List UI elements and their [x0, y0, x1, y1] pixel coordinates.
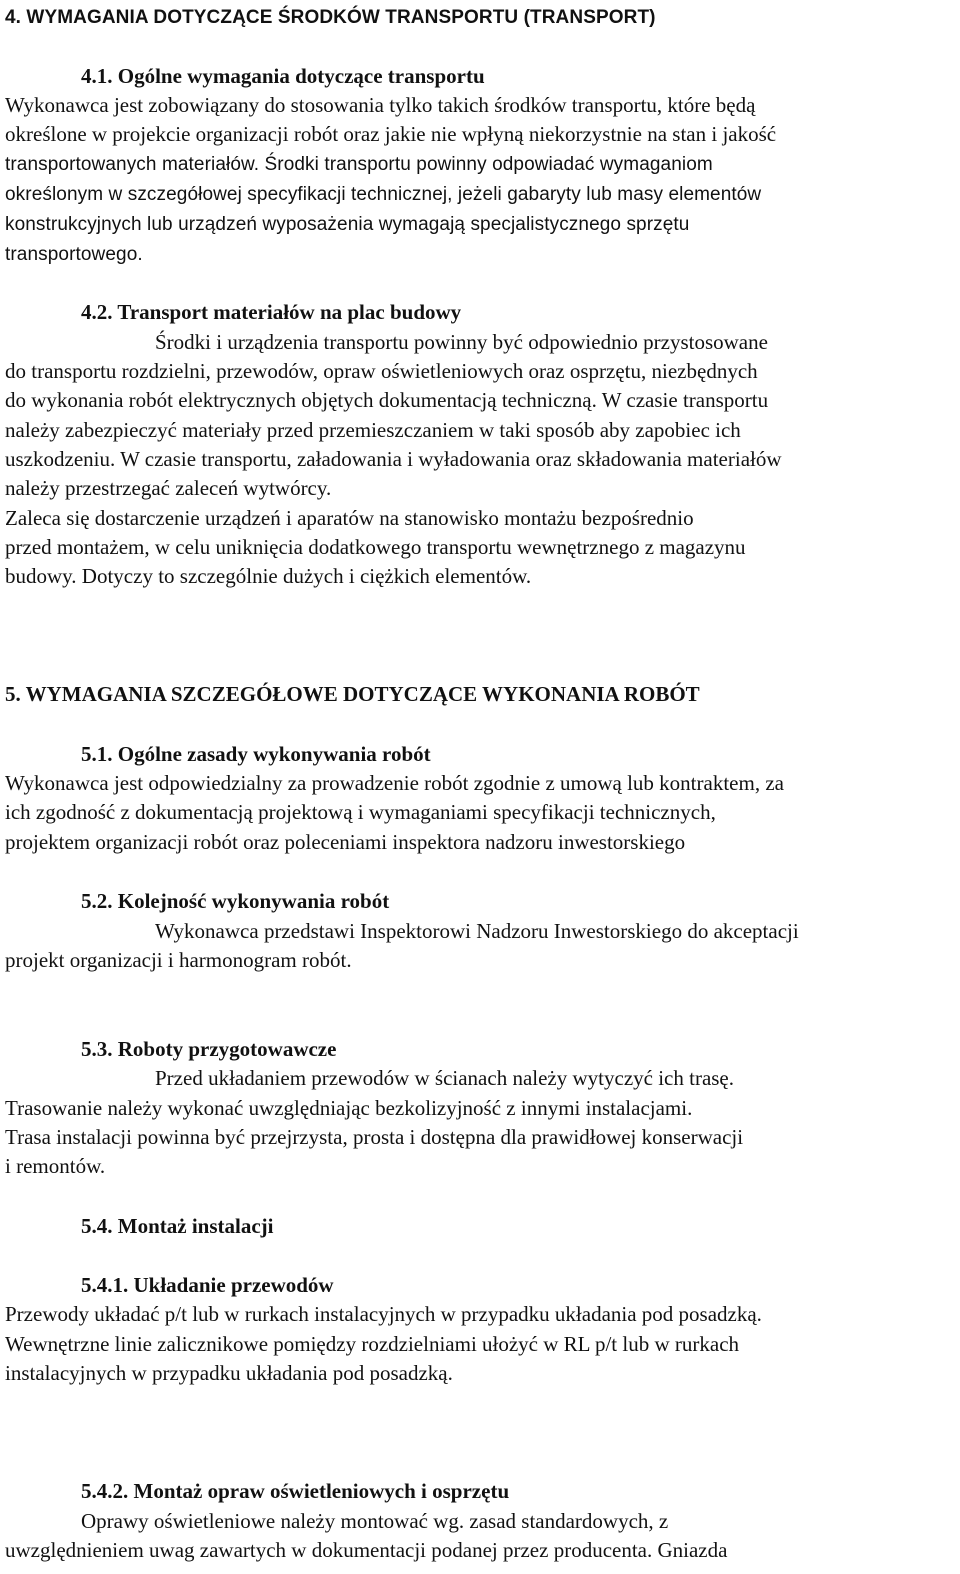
- paragraph-line: określonym w szczegółowej specyfikacji technicznej, jeżeli gabaryty lub masy elementów: [5, 184, 762, 205]
- paragraph-line: instalacyjnych w przypadku układania pod posadzką.: [5, 1361, 453, 1385]
- paragraph-line: uwzględnieniem uwag zawartych w dokumentacji podanej przez producenta. Gniazda: [5, 1538, 728, 1562]
- paragraph-line: Zaleca się dostarczenie urządzeń i aparatów na stanowisko montażu bezpośrednio: [5, 506, 694, 530]
- paragraph-line: budowy. Dotyczy to szczególnie dużych i ciężkich elementów.: [5, 564, 532, 588]
- paragraph-line: określone w projekcie organizacji robót oraz jakie nie wpłyną niekorzystnie na stan i jakość: [5, 122, 777, 146]
- section-5-2-heading: 5.2. Kolejność wykonywania robót: [81, 889, 390, 913]
- section-5-3-heading: 5.3. Roboty przygotowawcze: [81, 1037, 337, 1061]
- paragraph-line: Wewnętrzne linie zalicznikowe pomiędzy rozdzielniami ułożyć w RL p/t lub w rurkach: [5, 1332, 740, 1356]
- paragraph-line: Trasa instalacji powinna być przejrzysta, prosta i dostępna dla prawidłowej konserwacji: [5, 1125, 744, 1149]
- paragraph-line: ich zgodność z dokumentacją projektową i wymaganiami specyfikacji technicznych,: [5, 800, 716, 824]
- section-5-4-1-heading: 5.4.1. Układanie przewodów: [81, 1273, 334, 1297]
- paragraph-line: Wykonawca jest zobowiązany do stosowania tylko takich środków transportu, które będą: [5, 93, 756, 117]
- paragraph-line: Środki i urządzenia transportu powinny być odpowiednio przystosowane: [155, 330, 768, 354]
- paragraph-line: uszkodzeniu. W czasie transportu, załadowania i wyładowania oraz składowania materiałów: [5, 447, 782, 471]
- paragraph-line: do wykonania robót elektrycznych objętych dokumentacją techniczną. W czasie transportu: [5, 388, 769, 412]
- paragraph-line: Przewody układać p/t lub w rurkach instalacyjnych w przypadku układania pod posadzką.: [5, 1302, 762, 1326]
- paragraph-line: do transportu rozdzielni, przewodów, opraw oświetleniowych oraz osprzętu, niezbędnych: [5, 359, 758, 383]
- paragraph-line: Oprawy oświetleniowe należy montować wg. zasad standardowych, z: [81, 1509, 669, 1533]
- section-5-heading: 5. WYMAGANIA SZCZEGÓŁOWE DOTYCZĄCE WYKONANIA ROBÓT: [5, 682, 700, 706]
- section-4-heading: 4. WYMAGANIA DOTYCZĄCE ŚRODKÓW TRANSPORTU (TRANSPORT): [5, 7, 656, 28]
- paragraph-line: projekt organizacji i harmonogram robót.: [5, 948, 352, 972]
- section-5-1-heading: 5.1. Ogólne zasady wykonywania robót: [81, 742, 431, 766]
- paragraph-line: Przed układaniem przewodów w ścianach należy wytyczyć ich trasę.: [155, 1066, 735, 1090]
- paragraph-line: należy zabezpieczyć materiały przed przemieszczaniem w taki sposób aby zapobiec ich: [5, 418, 741, 442]
- paragraph-line: konstrukcyjnych lub urządzeń wyposażenia wymagają specjalistycznego sprzętu: [5, 214, 690, 235]
- paragraph-line: transportowanych materiałów. Środki transportu powinny odpowiadać wymaganiom: [5, 154, 713, 175]
- paragraph-line: i remontów.: [5, 1154, 106, 1178]
- section-4-1-heading: 4.1. Ogólne wymagania dotyczące transportu: [81, 64, 485, 88]
- section-5-4-heading: 5.4. Montaż instalacji: [81, 1214, 274, 1238]
- paragraph-line: należy przestrzegać zaleceń wytwórcy.: [5, 476, 332, 500]
- section-4-2-heading: 4.2. Transport materiałów na plac budowy: [81, 300, 462, 324]
- paragraph-line: przed montażem, w celu uniknięcia dodatkowego transportu wewnętrznego z magazynu: [5, 535, 746, 559]
- paragraph-line: transportowego.: [5, 244, 143, 265]
- paragraph-line: Wykonawca przedstawi Inspektorowi Nadzoru Inwestorskiego do akceptacji: [155, 919, 799, 943]
- section-5-4-2-heading: 5.4.2. Montaż opraw oświetleniowych i osprzętu: [81, 1479, 510, 1503]
- paragraph-line: projektem organizacji robót oraz poleceniami inspektora nadzoru inwestorskiego: [5, 830, 686, 854]
- paragraph-line: Wykonawca jest odpowiedzialny za prowadzenie robót zgodnie z umową lub kontraktem, za: [5, 771, 784, 795]
- paragraph-line: Trasowanie należy wykonać uwzględniając bezkolizyjność z innymi instalacjami.: [5, 1096, 693, 1120]
